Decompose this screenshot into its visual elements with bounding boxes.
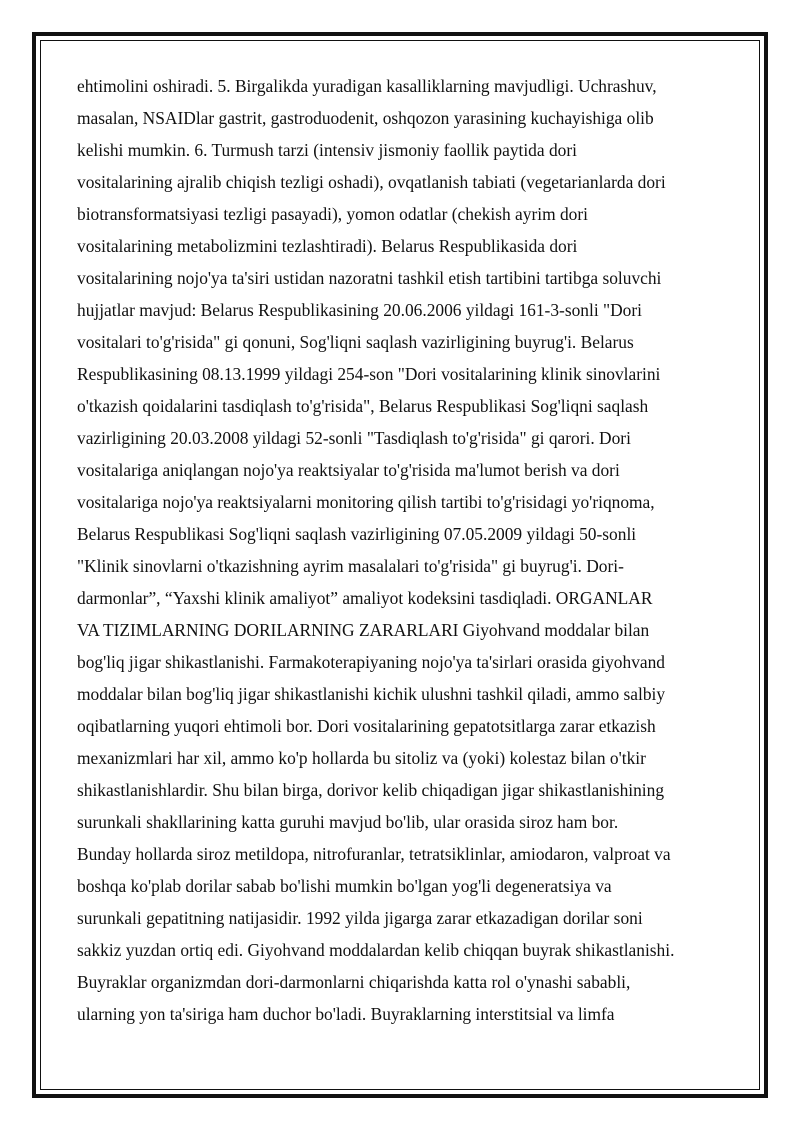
text-line: biotransformatsiyasi tezligi pasayadi), yomon odatlar (chekish ayrim dori <box>77 204 588 224</box>
text-line: ularning yon ta'siriga ham duchor bo'ladi. Buyraklarning interstitsial va limfa <box>77 1004 615 1024</box>
text-line: vositalari to'g'risida" gi qonuni, Sog'liqni saqlash vazirligining buyrug'i. Belarus <box>77 332 634 352</box>
text-line: boshqa ko'plab dorilar sabab bo'lishi mumkin bo'lgan yog'li degeneratsiya va <box>77 876 612 896</box>
text-line: darmonlar”, “Yaxshi klinik amaliyot” amaliyot kodeksini tasdiqladi. ORGANLAR <box>77 588 653 608</box>
text-line: bog'liq jigar shikastlanishi. Farmakoterapiyaning nojo'ya ta'sirlari orasida giyohvand <box>77 652 665 672</box>
text-line: moddalar bilan bog'liq jigar shikastlanishi kichik ulushni tashkil qiladi, ammo salbiy <box>77 684 666 704</box>
text-line: "Klinik sinovlarni o'tkazishning ayrim masalalari to'g'risida" gi buyrug'i. Dori- <box>77 556 624 576</box>
text-line: oqibatlarning yuqori ehtimoli bor. Dori vositalarining gepatotsitlarga zarar etkazish <box>77 716 656 736</box>
text-line: surunkali shakllarining katta guruhi mavjud bo'lib, ular orasida siroz ham bor. <box>77 812 619 832</box>
text-line: Bunday hollarda siroz metildopa, nitrofuranlar, tetratsiklinlar, amiodaron, valproat va <box>77 844 671 864</box>
text-line: ehtimolini oshiradi. 5. Birgalikda yuradigan kasalliklarning mavjudligi. Uchrashuv, <box>77 76 657 96</box>
document-body-text <box>77 70 737 1030</box>
text-line: vositalariga aniqlangan nojo'ya reaktsiyalar to'g'risida ma'lumot berish va dori <box>77 460 620 480</box>
text-line: Belarus Respublikasi Sog'liqni saqlash vazirligining 07.05.2009 yildagi 50-sonli <box>77 524 637 544</box>
text-line: masalan, NSAIDlar gastrit, gastroduodenit, oshqozon yarasining kuchayishiga olib <box>77 108 654 128</box>
text-line: surunkali gepatitning natijasidir. 1992 yilda jigarga zarar etkazadigan dorilar soni <box>77 908 643 928</box>
text-line: vositalariga nojo'ya reaktsiyalarni monitoring qilish tartibi to'g'risidagi yo'riqnoma, <box>77 492 655 512</box>
text-line: vositalarining ajralib chiqish tezligi oshadi), ovqatlanish tabiati (vegetarianlarda dori <box>77 172 666 192</box>
text-line: shikastlanishlardir. Shu bilan birga, dorivor kelib chiqadigan jigar shikastlanishining <box>77 780 665 800</box>
text-line: kelishi mumkin. 6. Turmush tarzi (intensiv jismoniy faollik paytida dori <box>77 140 577 160</box>
text-line: vositalarining metabolizmini tezlashtiradi). Belarus Respublikasida dori <box>77 236 578 256</box>
text-line: VA TIZIMLARNING DORILARNING ZARARLARI Giyohvand moddalar bilan <box>77 620 650 640</box>
text-line: hujjatlar mavjud: Belarus Respublikasining 20.06.2006 yildagi 161-3-sonli "Dori <box>77 300 642 320</box>
text-line: sakkiz yuzdan ortiq edi. Giyohvand moddalardan kelib chiqqan buyrak shikastlanishi. <box>77 940 675 960</box>
text-line: vositalarining nojo'ya ta'siri ustidan nazoratni tashkil etish tartibini tartibga soluvchi <box>77 268 662 288</box>
text-line: o'tkazish qoidalarini tasdiqlash to'g'risida", Belarus Respublikasi Sog'liqni saqlash <box>77 396 649 416</box>
text-line: mexanizmlari har xil, ammo ko'p hollarda bu sitoliz va (yoki) kolestaz bilan o'tkir <box>77 748 646 768</box>
text-line: Buyraklar organizmdan dori-darmonlarni chiqarishda katta rol o'ynashi sababli, <box>77 972 631 992</box>
text-line: Respublikasining 08.13.1999 yildagi 254-son "Dori vositalarining klinik sinovlarini <box>77 364 661 384</box>
text-line: vazirligining 20.03.2008 yildagi 52-sonli "Tasdiqlash to'g'risida" gi qarori. Dori <box>77 428 631 448</box>
